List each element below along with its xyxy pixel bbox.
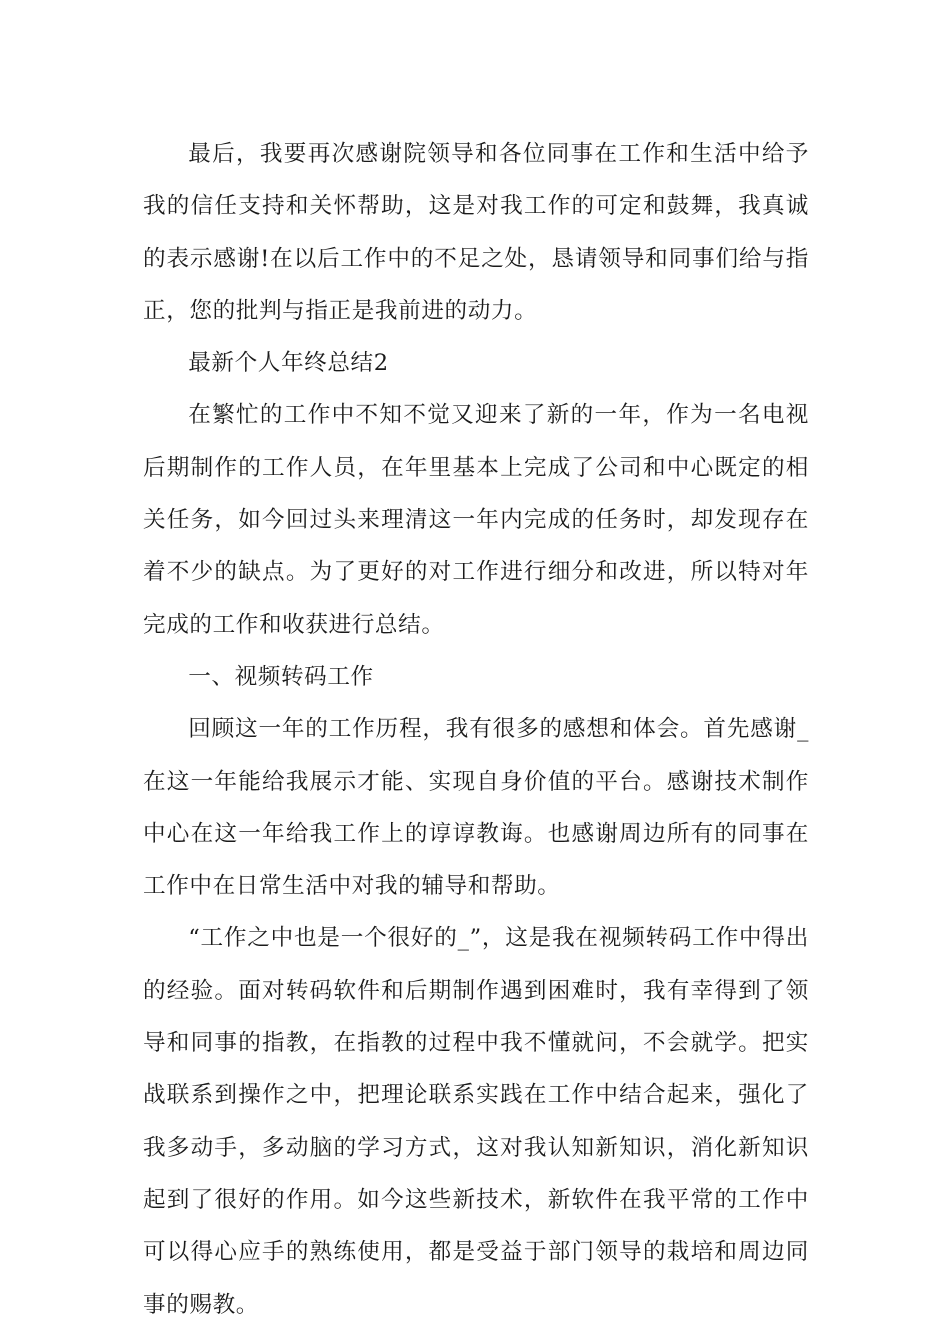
paragraph-intro: 在繁忙的工作中不知不觉又迎来了新的一年，作为一名电视后期制作的工作人员，在年里基本上完成了公司和中心既定的相关任务，如今回过头来理清这一年内完成的任务时，却发现存在着不少的缺点。为了更好的对工作进行细分和改进，所以特对年完成的工作和收获进行总结。: [143, 402, 809, 638]
document-body: [143, 128, 809, 1331]
section-title-summary-2: 最新个人年终总结2: [188, 350, 389, 377]
paragraph-closing-thanks: 最后，我要再次感谢院领导和各位同事在工作和生活中给予我的信任支持和关怀帮助，这是对我工作的可定和鼓舞，我真诚的表示感谢!在以后工作中的不足之处，恳请领导和同事们给与指正，您的批判与指正是我前进的动力。: [143, 141, 809, 324]
paragraph-review: 回顾这一年的工作历程，我有很多的感想和体会。首先感谢_在这一年能给我展示才能、实现自身价值的平台。感谢技术制作中心在这一年给我工作上的谆谆教诲。也感谢周边所有的同事在工作中在日常生活中对我的辅导和帮助。: [143, 716, 809, 900]
paragraph-experience: “工作之中也是一个很好的_”，这是我在视频转码工作中得出的经验。面对转码软件和后期制作遇到困难时，我有幸得到了领导和同事的指教，在指教的过程中我不懂就问，不会就学。把实战联系到操作之中，把理论联系实践在工作中结合起来，强化了我多动手，多动脑的学习方式，这对我认知新知识，消化新知识起到了很好的作用。如今这些新技术，新软件在我平常的工作中可以得心应手的熟练使用，都是受益于部门领导的栽培和周边同事的赐教。: [143, 925, 809, 1318]
section-heading-video-transcoding: 一、视频转码工作: [188, 663, 374, 690]
